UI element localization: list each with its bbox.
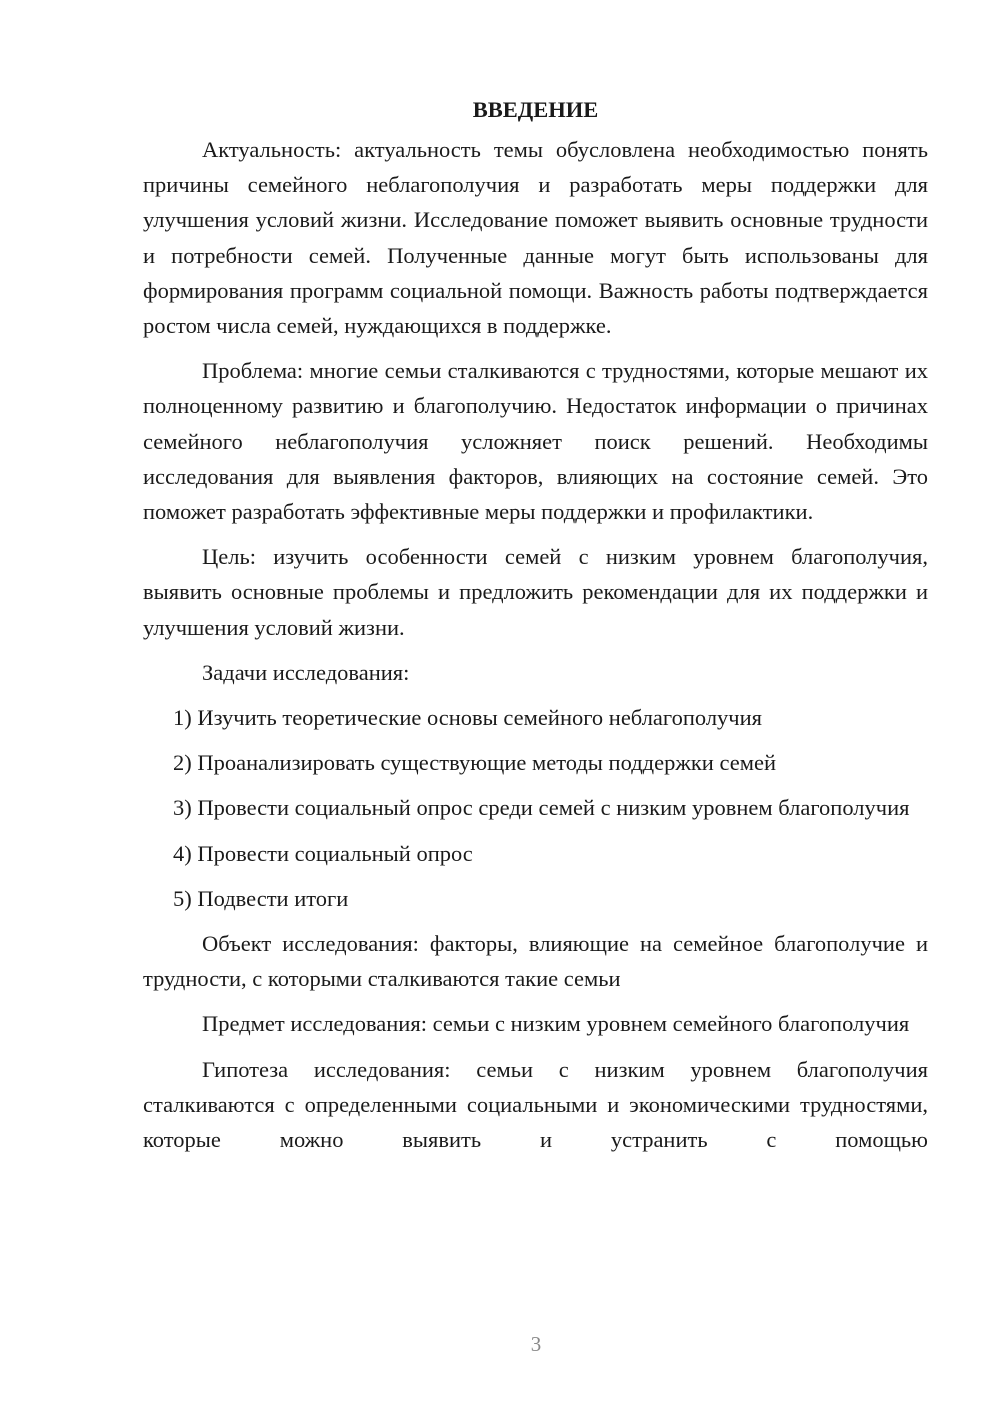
paragraph-relevance: Актуальность: актуальность темы обусловлена необходимостью понять причины семейного неблагополучия и разработать меры поддержки для улучшения условий жизни. Исследование поможет выявить основные трудности и потребности семей. Полученные данные могут быть использованы для формирования программ социальной помощи. Важность работы подтверждается ростом числа семей, нуждающихся в поддержке. bbox=[143, 137, 928, 339]
tasks-title: Задачи исследования: bbox=[202, 659, 410, 685]
list-item: 1) Изучить теоретические основы семейного неблагополучия bbox=[173, 705, 762, 731]
list-item: 5) Подвести итоги bbox=[173, 885, 349, 911]
paragraph-object: Объект исследования: факторы, влияющие на семейное благополучие и трудности, с которыми сталкиваются такие семьи bbox=[143, 931, 928, 992]
list-item: 2) Проанализировать существующие методы поддержки семей bbox=[173, 750, 776, 776]
tasks-list bbox=[143, 700, 928, 916]
paragraph-hypothesis: Гипотеза исследования: семьи с низким уровнем благополучия сталкиваются с определенными социальными и экономическими трудностями, которые можно выявить и устранить с помощью bbox=[143, 1056, 928, 1153]
list-item: 4) Провести социальный опрос bbox=[173, 840, 473, 866]
paragraph-goal: Цель: изучить особенности семей с низким уровнем благополучия, выявить основные проблемы и предложить рекомендации для их поддержки и улучшения условий жизни. bbox=[143, 544, 928, 640]
list-item: 3) Провести социальный опрос среди семей с низким уровнем благополучия bbox=[173, 795, 910, 821]
page-title: ВВЕДЕНИЕ bbox=[472, 97, 599, 122]
paragraph-subject: Предмет исследования: семьи с низким уровнем семейного благополучия bbox=[202, 1011, 910, 1037]
paragraph-problem: Проблема: многие семьи сталкиваются с трудностями, которые мешают их полноценному развитию и благополучию. Недостаток информации о причинах семейного неблагополучия усложняет поиск решений. Необходимы исследования для выявления факторов, влияющих на состояние семей. Это поможет разработать эффективные меры поддержки и профилактики. bbox=[143, 358, 928, 525]
document-page bbox=[143, 92, 928, 1167]
page-number: 3 bbox=[530, 1332, 542, 1356]
